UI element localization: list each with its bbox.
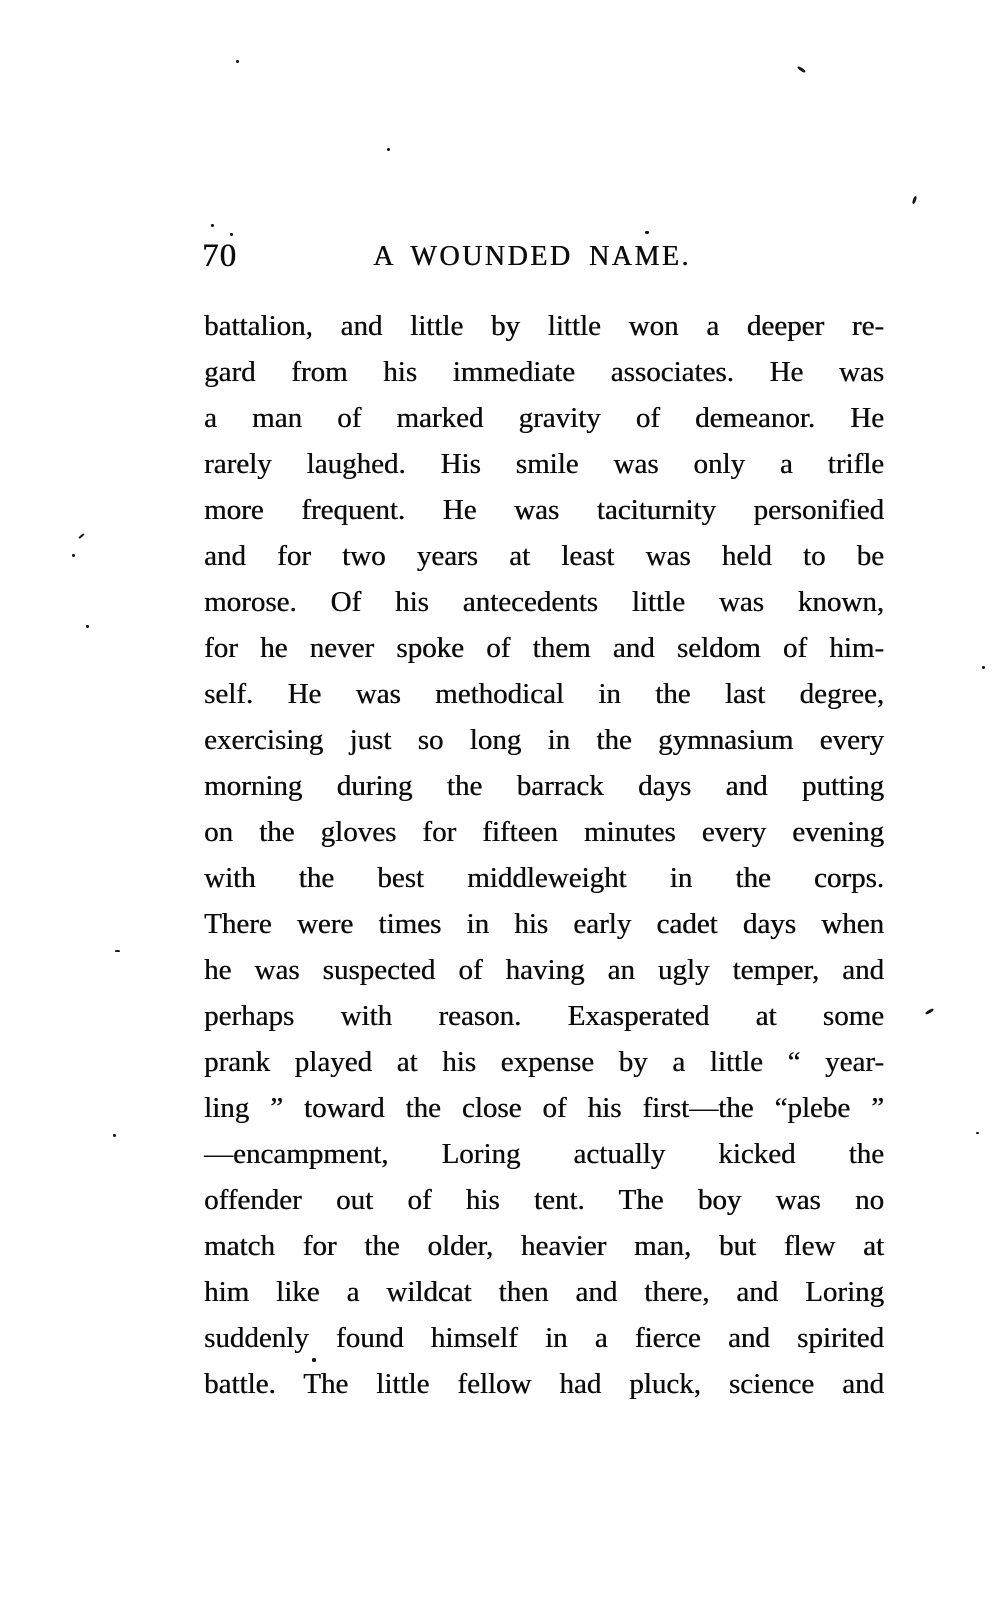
text-line: prank played at his expense by a little “ year- (204, 1046, 884, 1078)
body-text (204, 303, 884, 1407)
scan-speck (115, 950, 120, 952)
text-line: ling ” toward the close of his first—the “plebe ” (204, 1092, 884, 1124)
text-line: morning during the barrack days and putting (204, 770, 884, 802)
text-line: with the best middleweight in the corps. (204, 862, 884, 894)
scan-speck (230, 233, 233, 236)
text-line: battalion, and little by little won a deeper re- (204, 310, 884, 342)
scan-speck (976, 1132, 979, 1134)
text-line: battle. The little fellow had pluck, science and (204, 1368, 884, 1400)
text-line: self. He was methodical in the last degree, (204, 678, 884, 710)
text-line: perhaps with reason. Exasperated at some (204, 1000, 884, 1032)
scan-speck (86, 625, 89, 628)
scan-speck (797, 66, 806, 74)
scan-speck (236, 60, 239, 63)
scan-speck (312, 1358, 316, 1362)
text-line: offender out of his tent. The boy was no (204, 1184, 884, 1216)
scan-speck (645, 231, 649, 234)
scan-speck (982, 666, 985, 669)
running-title: A WOUNDED NAME. (373, 241, 691, 272)
scan-speck (72, 554, 75, 557)
text-line: a man of marked gravity of demeanor. He (204, 402, 884, 434)
scan-speck (113, 1134, 116, 1137)
scan-speck (925, 1008, 934, 1015)
text-line: gard from his immediate associates. He was (204, 356, 884, 388)
text-line: There were times in his early cadet days when (204, 908, 884, 940)
text-line: he was suspected of having an ugly temper, and (204, 954, 884, 986)
scan-speck (912, 196, 918, 205)
text-line: suddenly found himself in a fierce and spirited (204, 1322, 884, 1354)
text-line: exercising just so long in the gymnasium every (204, 724, 884, 756)
text-line: morose. Of his antecedents little was known, (204, 586, 884, 618)
scan-speck (78, 533, 85, 539)
text-line: and for two years at least was held to be (204, 540, 884, 572)
text-line: more frequent. He was taciturnity personified (204, 494, 884, 526)
scan-speck (211, 224, 214, 227)
text-line: match for the older, heavier man, but flew at (204, 1230, 884, 1262)
text-line: —encampment, Loring actually kicked the (204, 1138, 884, 1170)
text-line: for he never spoke of them and seldom of him- (204, 632, 884, 664)
scan-speck (387, 148, 390, 151)
page-number: 70 (202, 238, 237, 274)
text-line: rarely laughed. His smile was only a trifle (204, 448, 884, 480)
text-line: on the gloves for fifteen minutes every evening (204, 816, 884, 848)
text-line: him like a wildcat then and there, and Loring (204, 1276, 884, 1308)
